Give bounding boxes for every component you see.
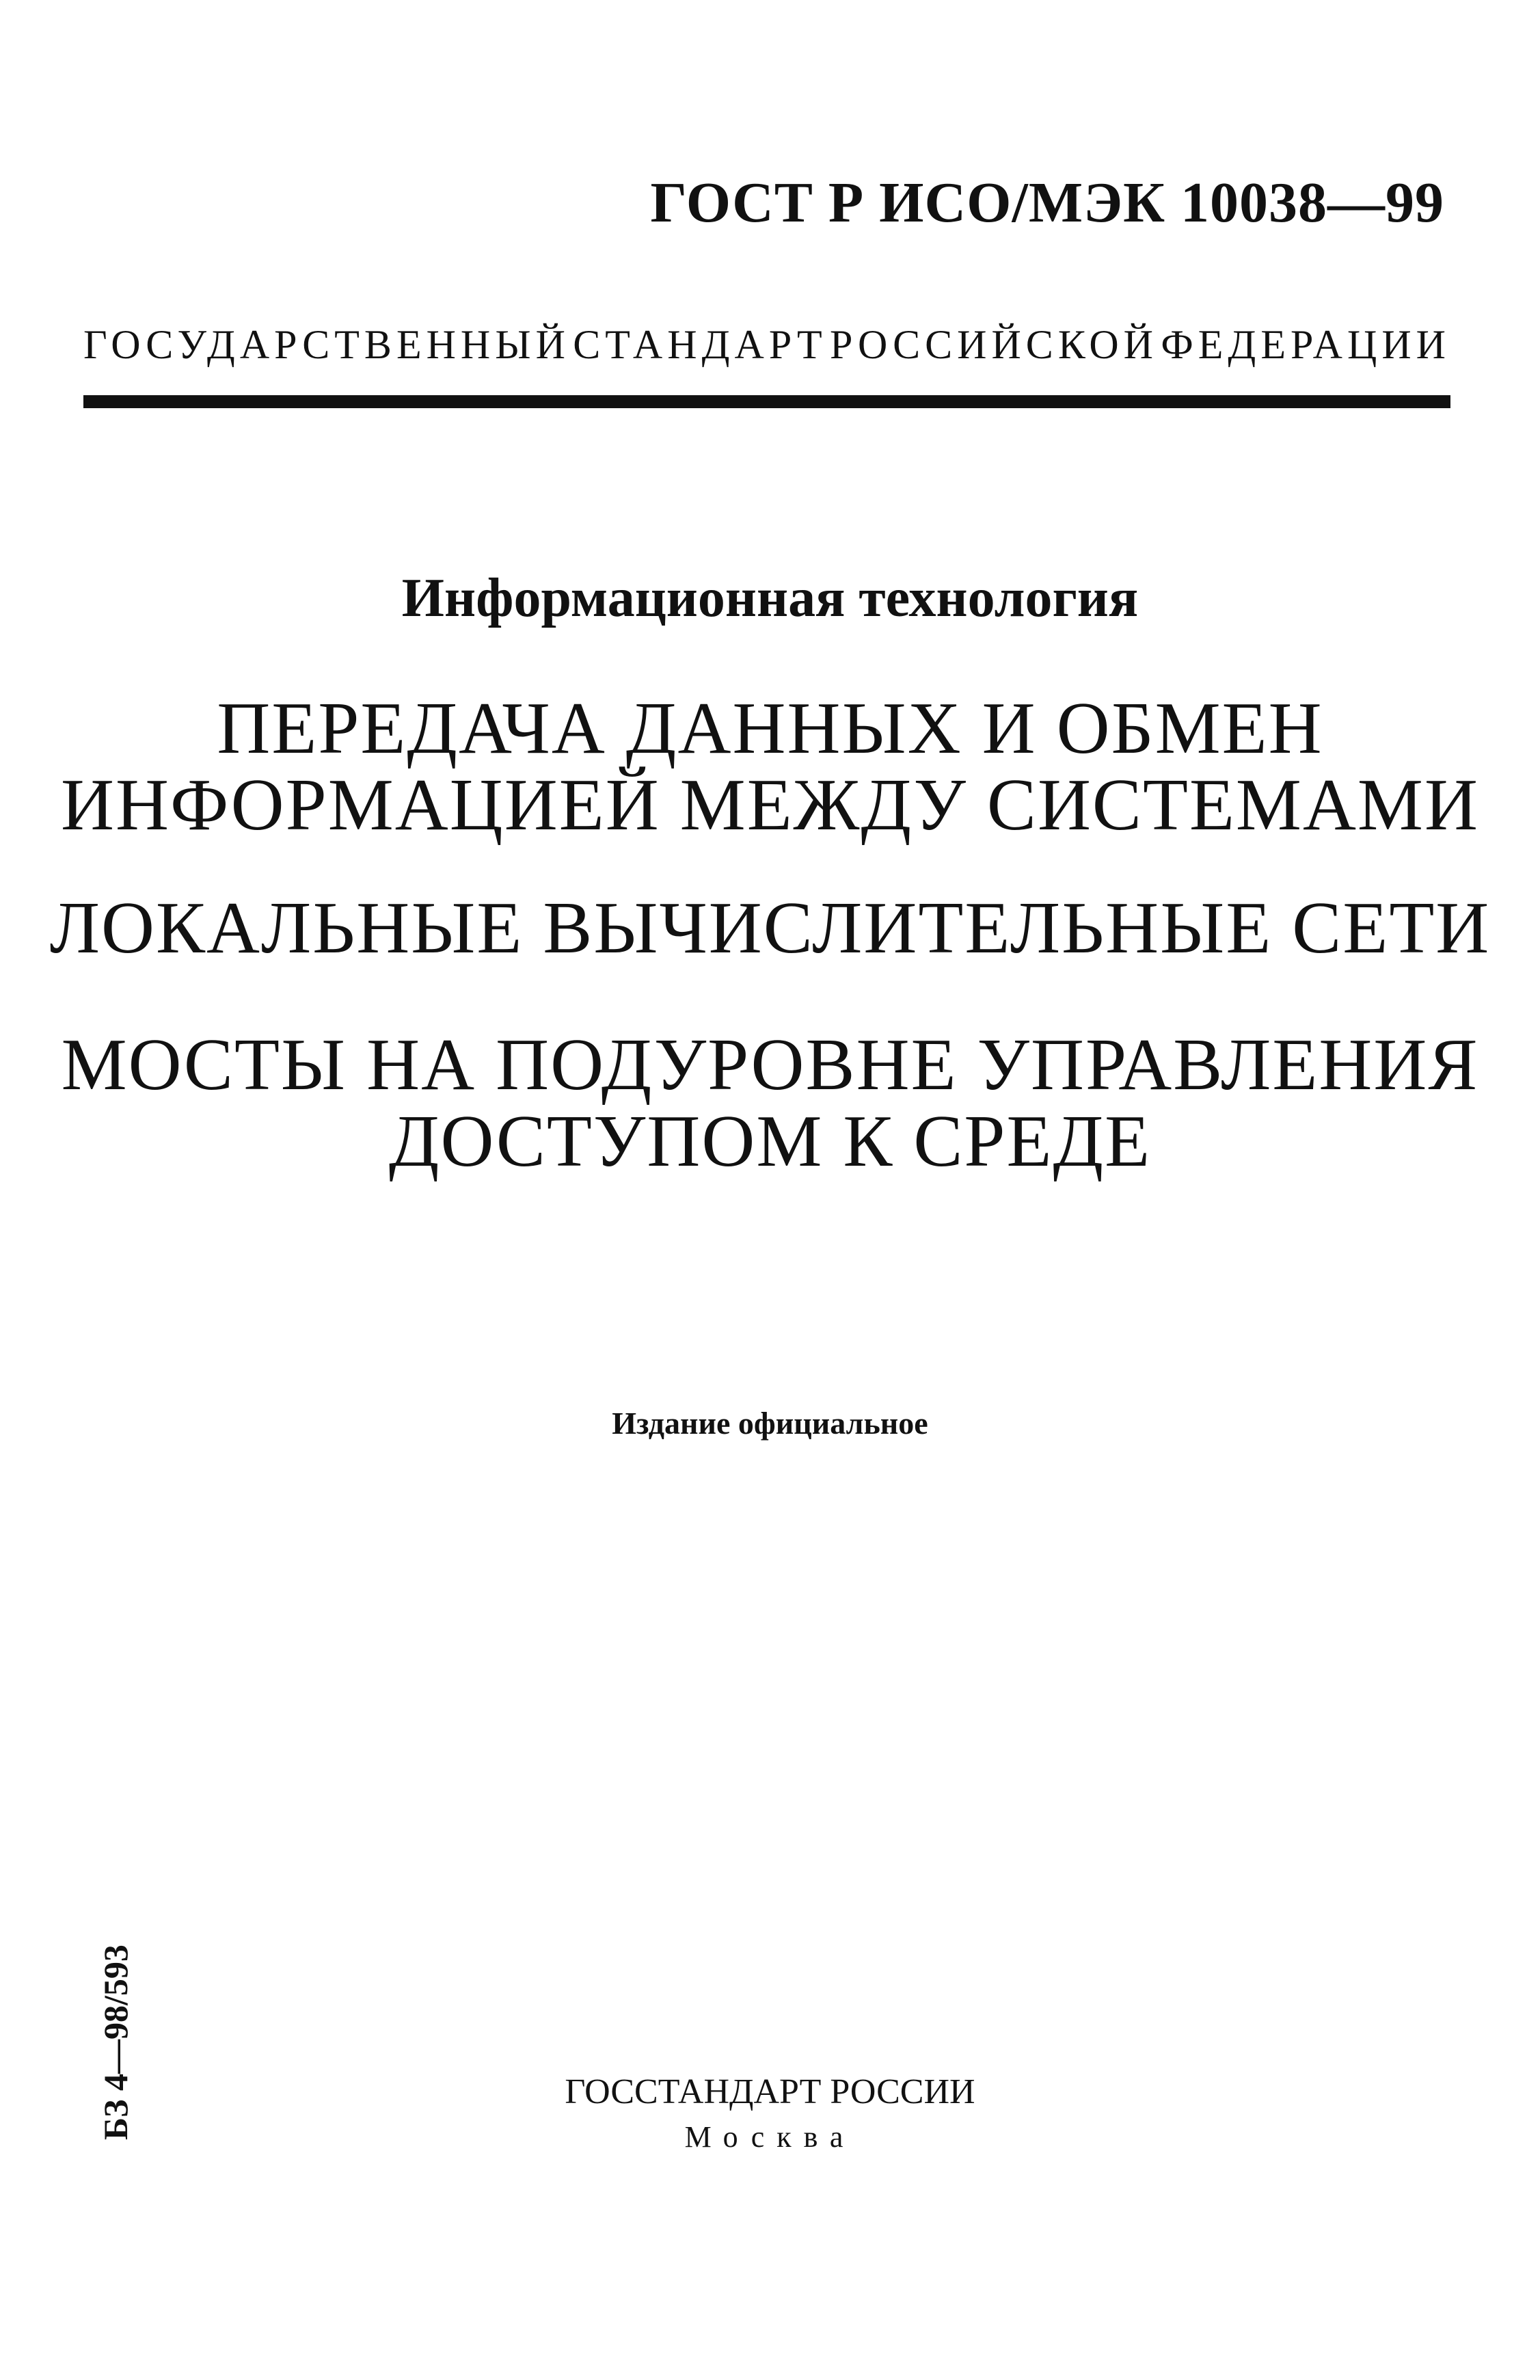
state-standard-word: ГОСУДАРСТВЕННЫЙ [83,322,570,367]
title-line: ИНФОРМАЦИЕЙ МЕЖДУ СИСТЕМАМИ [61,764,1479,846]
publisher-name: ГОССТАНДАРТ РОССИИ [565,2072,975,2111]
subject-field-heading: Информационная технология [401,568,1139,628]
catalog-code: БЗ 4—98/593 [96,1944,135,2140]
publication-city: Москва [684,2120,856,2154]
title-part-2: ЛОКАЛЬНЫЕ ВЫЧИСЛИТЕЛЬНЫЕ СЕТИ [49,887,1491,969]
state-standard-line [83,321,1450,369]
title-line: ПЕРЕДАЧА ДАННЫХ И ОБМЕН [217,688,1323,769]
header-divider [83,395,1450,408]
state-standard-word: ФЕДЕРАЦИИ [1161,322,1450,367]
state-standard-word: СТАНДАРТ [573,322,827,367]
state-standard-word: РОССИЙСКОЙ [829,322,1159,367]
standard-designation: ГОСТ Р ИСО/МЭК 10038—99 [650,171,1444,235]
title-line: МОСТЫ НА ПОДУРОВНЕ УПРАВЛЕНИЯ [61,1024,1479,1106]
title-part-3 [0,1024,1540,1182]
edition-label: Издание официальное [612,1406,928,1441]
title-line: ДОСТУПОМ К СРЕДЕ [388,1101,1152,1182]
title-part-1 [0,688,1540,846]
